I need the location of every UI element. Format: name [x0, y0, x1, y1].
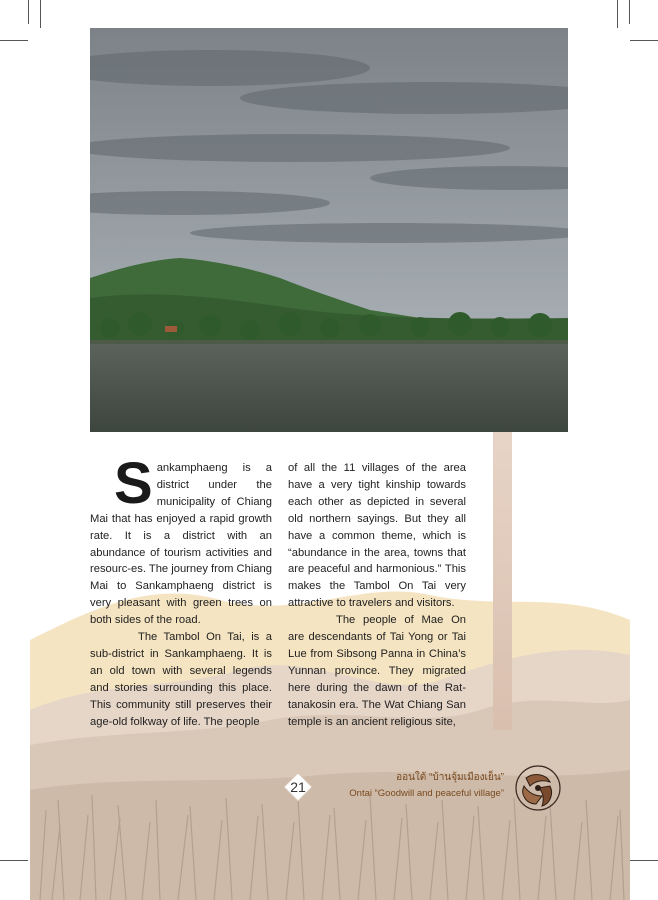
footer-title-english: Ontai “Goodwill and peaceful village”: [349, 788, 504, 799]
fish-logo-icon: [514, 764, 562, 812]
page-number: 21: [290, 779, 306, 795]
paragraph-2: The Tambol On Tai, is a sub-district in Sankamphaeng. It is an old town with several legends and stories surrounding this place. This community still preserves their age-old folkway of life. The people: [90, 631, 272, 728]
page-number-badge: [283, 772, 313, 802]
hero-photo-lake-mountains: [90, 28, 568, 432]
drop-cap: S: [114, 451, 153, 516]
crop-mark-top-left-v: [40, 0, 41, 28]
paragraph-1: [90, 451, 272, 629]
crop-mark-top-right-h: [630, 40, 658, 41]
article-column-1: [90, 451, 272, 731]
crop-mark-top-left-v2: [28, 0, 29, 24]
decorative-accent-bar: [493, 432, 512, 730]
footer-title-thai: ออนใต้ “บ้านจุ้มเมืองเย็น”: [396, 772, 504, 783]
article-column-2: [288, 460, 466, 731]
crop-mark-top-left-h: [0, 40, 28, 41]
paragraph-3: of all the 11 villages of the area have a very tight kinship towards each other as depicted in several old northern sayings. But they all have a common theme, which is “abundance in the area, towns that are peaceful and harmonious.” This makes the Tambol On Tai very attractive to travelers and visitors.: [288, 462, 466, 610]
paragraph-1-text: ankamphaeng is a district under the municipality of Chiang Mai that has enjoyed a rapid growth rate. It is a district with an abundance of tourism activities and resourc-es. The journey from Chiang Mai to Sankamphaeng district is very pleasant with green trees on both sides of the road.: [90, 462, 272, 627]
crop-mark-top-right-v: [617, 0, 618, 28]
crop-mark-top-right-v2: [629, 0, 630, 24]
paragraph-4: The people of Mae On are descendants of Tai Yong or Tai Lue from Sibsong Panna in China’s Yunnan province. They migrated here during the dawn of the Rat-tanakosin era. The Wat Chiang San temple is an ancient religious site,: [288, 614, 466, 728]
